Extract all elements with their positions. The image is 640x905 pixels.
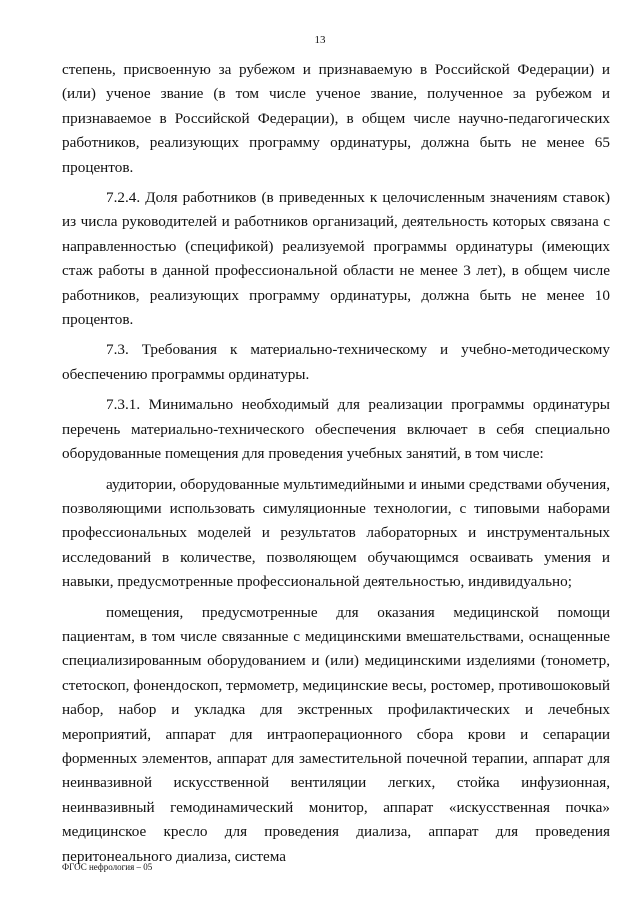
page-number: 13 — [314, 34, 326, 46]
paragraph-continuation: степень, присвоенную за рубежом и признаваемую в Российской Федерации) и (или) ученое звание (в том числе ученое звание, полученное за рубежом и признаваемое в Российской Федерации), в общем числе научно-педагогических работников, реализующих программу ординатуры, должна быть не менее 65 процентов. — [62, 61, 610, 176]
footer-label: ФГОС нефрология – 05 — [62, 862, 153, 872]
paragraph-7-3-1: 7.3.1. Минимально необходимый для реализации программы ординатуры перечень материально-технического обеспечения включает в себя специально оборудованные помещения для проведения учебных занятий, в том числе: — [62, 396, 610, 463]
paragraph-auditoriums: аудитории, оборудованные мультимедийными и иными средствами обучения, позволяющими использовать симуляционные технологии, с типовыми наборами профессиональных моделей и результатов лабораторных и инструментальных исследований в количестве, позволяющем обучающимся осваивать умения и навыки, предусмотренные профессиональной деятельностью, индивидуально; — [62, 475, 610, 591]
paragraph-7-2-4: 7.2.4. Доля работников (в приведенных к целочисленным значениям ставок) из числа руководителей и работников организаций, деятельность которых связана с направленностью (спецификой) реализуемой программы ординатуры (имеющих стаж работы в данной профессиональной области не менее 3 лет), в общем числе работников, реализующих программу ординатуры, должна быть не менее 10 процентов. — [62, 189, 610, 329]
paragraph-7-3: 7.3. Требования к материально-техническому и учебно-методическому обеспечению программы ординатуры. — [62, 341, 610, 383]
document-body — [62, 58, 610, 869]
paragraph-medical-rooms: помещения, предусмотренные для оказания медицинской помощи пациентам, в том числе связанные с медицинскими вмешательствами, оснащенные специализированным оборудованием и (или) медицинскими изделиями (тонометр, стетоскоп, фонендоскоп, термометр, медицинские весы, ростомер, противошоковый набор, набор и укладка для экстренных профилактических и лечебных мероприятий, аппарат для интраоперационного сбора крови и сепарации форменных элементов, аппарат для заместительной почечной терапии, аппарат для неинвазивной искусственной вентиляции легких, стойка инфузионная, неинвазивный гемодинамический монитор, аппарат «искусственная почка» медицинское кресло для проведения диализа, аппарат для проведения перитонеального диализа, система — [62, 603, 610, 865]
